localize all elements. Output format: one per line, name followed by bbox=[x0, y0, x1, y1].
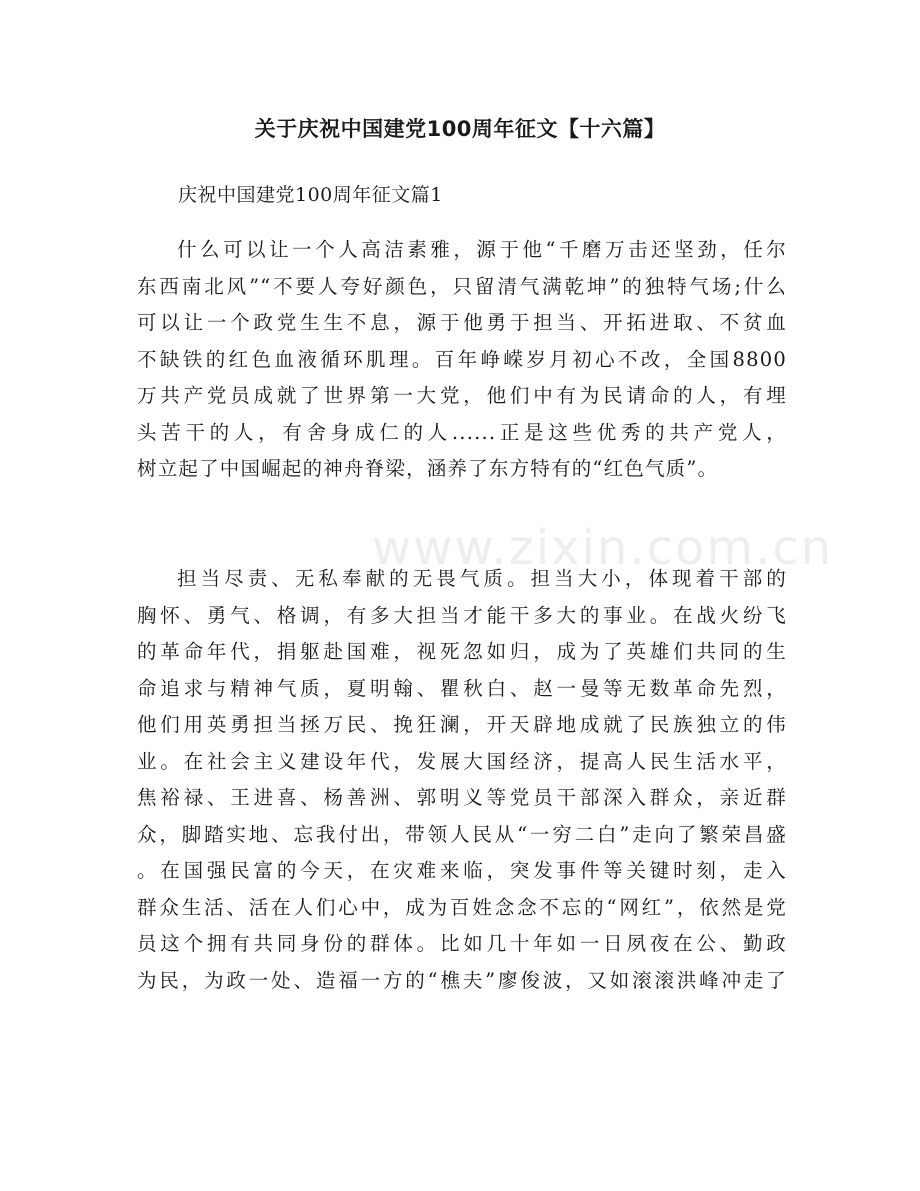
paragraph-line: 命追求与精神气质，夏明翰、瞿秋白、赵一曼等无数革命先烈， bbox=[137, 676, 787, 700]
paragraph-line: 众，脚踏实地、忘我付出，带领人民从“一穷二白”走向了繁荣昌盛 bbox=[137, 822, 787, 846]
paragraph-line: 为民，为政一处、造福一方的“樵夫”廖俊波，又如滚滚洪峰冲走了 bbox=[137, 968, 787, 992]
paragraph-1 bbox=[137, 232, 787, 488]
paragraph-line: 担当尽责、无私奉献的无畏气质。担当大小，体现着干部的 bbox=[177, 567, 787, 590]
paragraph-line: 焦裕禄、王进喜、杨善洲、郭明义等党员干部深入群众，亲近群 bbox=[137, 786, 787, 809]
paragraph-line: 员这个拥有共同身份的群体。比如几十年如一日夙夜在公、勤政 bbox=[137, 932, 787, 955]
paragraph-line: 胸怀、勇气、格调，有多大担当才能干多大的事业。在战火纷飞 bbox=[137, 603, 787, 627]
paragraph-line: 的革命年代，捐躯赴国难，视死忽如归，成为了英雄们共同的生 bbox=[137, 640, 787, 663]
paragraph-line: 东西南北风”“不要人夸好颜色，只留清气满乾坤”的独特气场;什么 bbox=[137, 274, 787, 298]
paragraph-line: 不缺铁的红色血液循环肌理。百年峥嵘岁月初心不改，全国8800 bbox=[137, 347, 787, 371]
document-title: 关于庆祝中国建党100周年征文【十六篇】 bbox=[254, 117, 666, 141]
paragraph-line: 。在国强民富的今天，在灾难来临，突发事件等关键时刻，走入 bbox=[137, 859, 787, 882]
paragraph-line: 树立起了中国崛起的神舟脊梁，涵养了东方特有的“红色气质”。 bbox=[137, 457, 719, 480]
paragraph-line: 头苦干的人，有舍身成仁的人......正是这些优秀的共产党人， bbox=[137, 420, 787, 444]
section-heading: 庆祝中国建党100周年征文篇1 bbox=[178, 184, 443, 206]
watermark: www.zixin.com.cn bbox=[372, 520, 834, 576]
paragraph-line: 群众生活、活在人们心中，成为百姓念念不忘的“网红”，依然是党 bbox=[137, 895, 787, 919]
paragraph-line: 可以让一个政党生生不息，源于他勇于担当、开拓进取、不贫血 bbox=[137, 311, 787, 334]
paragraph-line: 业。在社会主义建设年代，发展大国经济，提高人民生活水平， bbox=[137, 749, 787, 773]
paragraph-line: 他们用英勇担当拯万民、挽狂澜，开天辟地成就了民族独立的伟 bbox=[137, 713, 787, 736]
paragraph-2 bbox=[137, 561, 787, 999]
paragraph-line: 什么可以让一个人高洁素雅，源于他“千磨万击还坚劲，任尔 bbox=[177, 238, 787, 261]
paragraph-line: 万共产党员成就了世界第一大党，他们中有为民请命的人，有埋 bbox=[137, 384, 787, 407]
